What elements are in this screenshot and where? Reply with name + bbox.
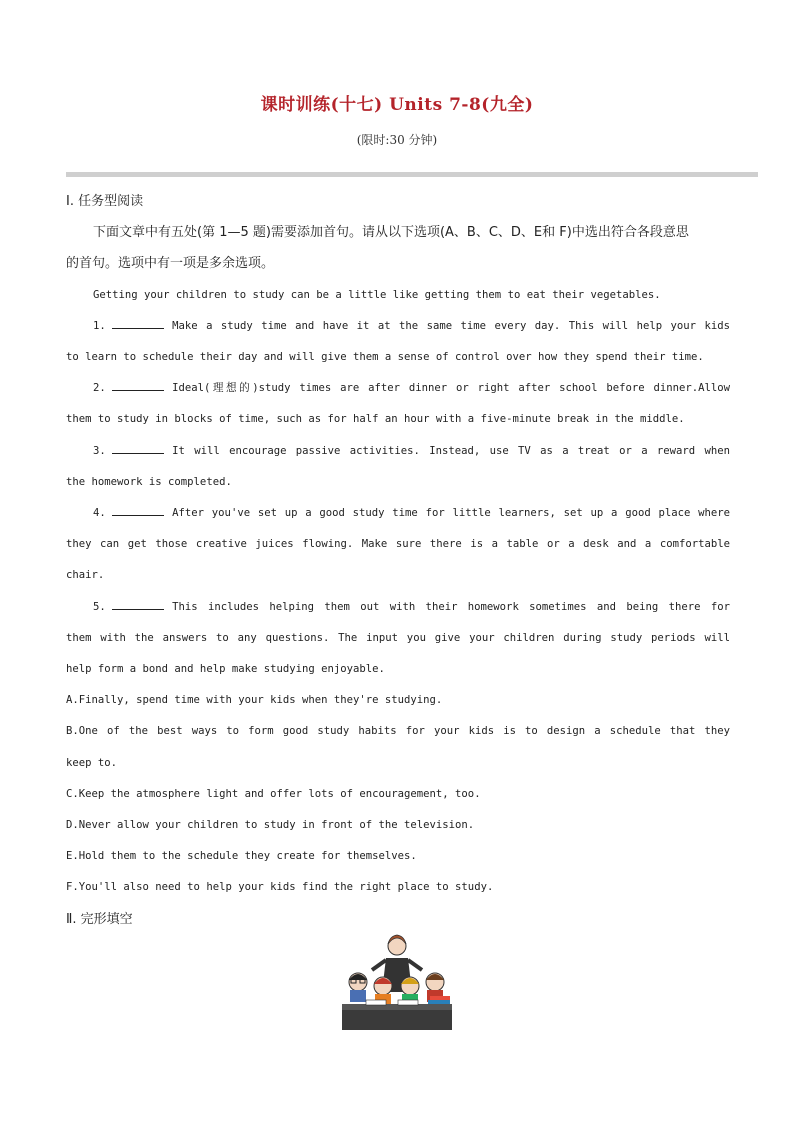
question-text-line: they can get those creative juices flowing. Make sure there is a table or a desk and a comfortable <box>66 538 730 551</box>
answer-blank[interactable] <box>112 317 164 329</box>
option-item: B.One of the best ways to form good study habits for your kids is to design a schedule that they <box>66 725 730 738</box>
question-text: After you've set up a good study time for little learners, set up a good place where <box>172 507 730 520</box>
page-title: 课时训练(十七) Units 7-8(九全) <box>260 95 534 115</box>
question-number: 5. <box>93 600 106 613</box>
answer-blank[interactable] <box>112 504 164 516</box>
section1-heading: Ⅰ. 任务型阅读 <box>66 194 144 209</box>
question-2 <box>66 373 730 404</box>
question-text-line: them to study in blocks of time, such as for half an hour with a five-minute break in the middle. <box>66 413 685 426</box>
question-text: Make a study time and have it at the same time every day. This will help your kids <box>172 319 730 332</box>
header-divider <box>66 172 758 177</box>
question-1 <box>66 311 730 342</box>
question-number: 1. <box>93 319 106 332</box>
passage-intro: Getting your children to study can be a little like getting them to eat their vegetables. <box>93 288 661 301</box>
question-text-line: chair. <box>66 569 105 582</box>
question-number: 2. <box>93 382 106 395</box>
classroom-illustration <box>336 930 458 1034</box>
question-3 <box>66 436 730 467</box>
question-text-line: them with the answers to any questions. The input you give your children during study periods will <box>66 631 730 644</box>
answer-blank[interactable] <box>112 442 164 454</box>
question-text-line: to learn to schedule their day and will give them a sense of control over how they spend their time. <box>66 351 704 364</box>
question-text-line: help form a bond and help make studying enjoyable. <box>66 663 385 676</box>
section2-heading: Ⅱ. 完形填空 <box>66 911 133 927</box>
question-text: It will encourage passive activities. Instead, use TV as a treat or a reward when <box>172 444 730 457</box>
question-number: 3. <box>93 444 106 457</box>
option-item: C.Keep the atmosphere light and offer lots of encouragement, too. <box>66 787 481 800</box>
worksheet-content <box>66 186 730 935</box>
time-limit: (限时:30 分钟) <box>356 133 438 147</box>
question-text-line: the homework is completed. <box>66 475 232 488</box>
question-number: 4. <box>93 507 106 520</box>
option-item: D.Never allow your children to study in front of the television. <box>66 819 475 832</box>
question-text: Ideal(理想的)study times are after dinner or right after school before dinner.Allow <box>172 382 730 395</box>
instructions-line-1: 下面文章中有五处(第 1—5 题)需要添加首句。请从以下选项(A、B、C、D、E和 F)中选出符合各段意思 <box>93 225 689 241</box>
answer-blank[interactable] <box>112 598 164 610</box>
instructions-line-2: 的首句。选项中有一项是多余选项。 <box>66 256 275 272</box>
answer-options <box>66 685 730 903</box>
option-item: E.Hold them to the schedule they create for themselves. <box>66 850 417 863</box>
passage-paragraphs <box>66 311 730 685</box>
option-item: A.Finally, spend time with your kids when they're studying. <box>66 694 443 707</box>
question-4 <box>66 498 730 529</box>
option-item: F.You'll also need to help your kids find the right place to study. <box>66 881 494 894</box>
answer-blank[interactable] <box>112 379 164 391</box>
question-text: This includes helping them out with their homework sometimes and being there for <box>172 600 730 613</box>
question-5 <box>66 592 730 623</box>
option-item-continued: keep to. <box>66 756 118 769</box>
